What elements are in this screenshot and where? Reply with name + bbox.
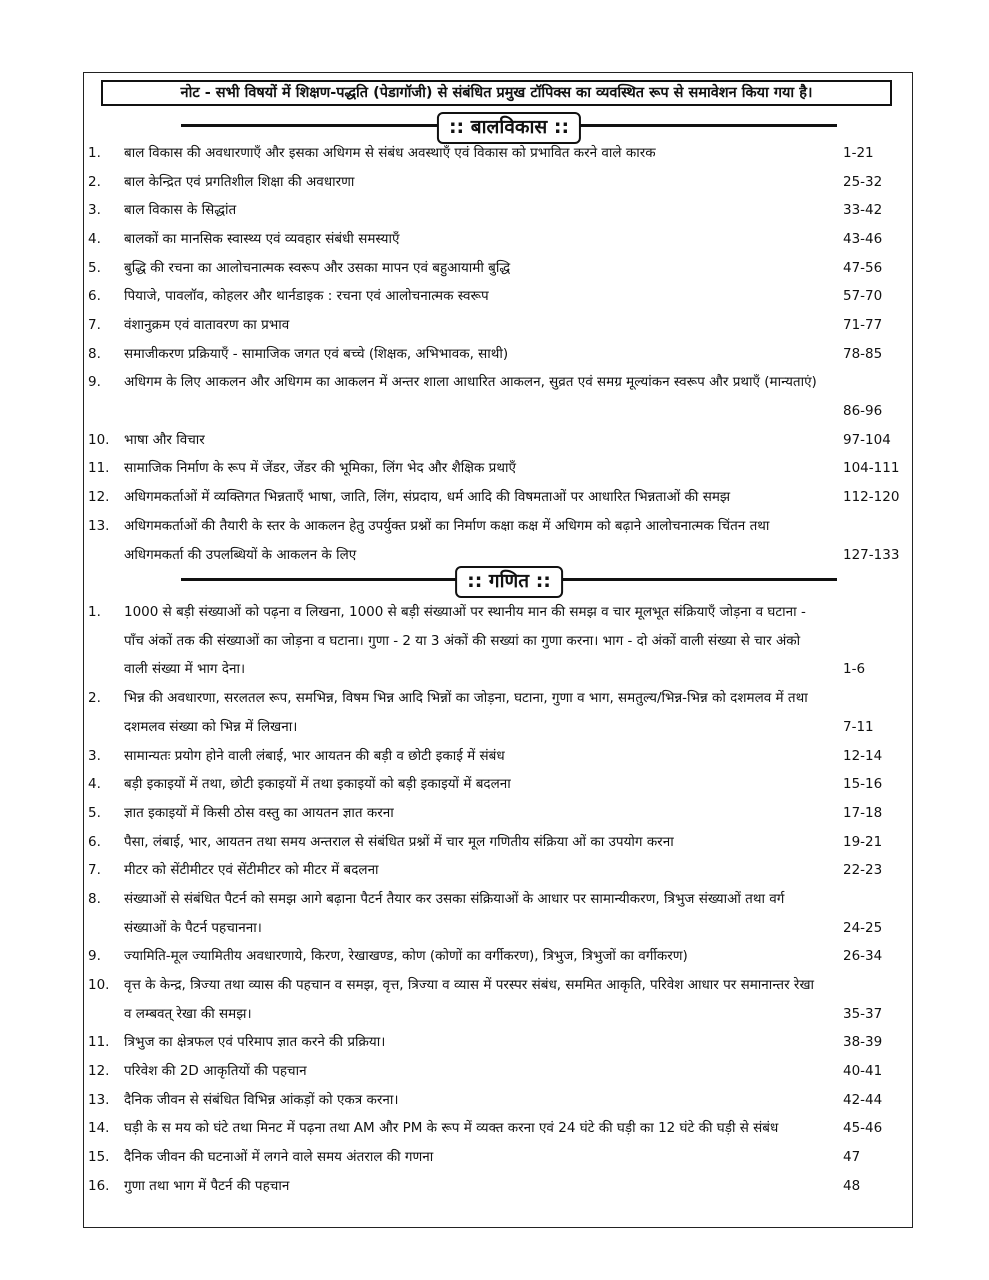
item-title: बाल विकास की अवधारणाएँ और इसका अधिगम से संबंध अवस्थाएँ एवं विकास को प्रभावित करने वाले कारक bbox=[124, 145, 656, 161]
item-pages: 38-39 bbox=[843, 1034, 883, 1050]
section-title: :: बालविकास :: bbox=[437, 112, 581, 144]
item-number: 9. bbox=[88, 374, 101, 390]
item-number: 15. bbox=[88, 1149, 110, 1165]
item-title: भाषा और विचार bbox=[124, 432, 205, 448]
item-title: बुद्धि की रचना का आलोचनात्मक स्वरूप और उसका मापन एवं बहुआयामी बुद्धि bbox=[124, 260, 511, 276]
item-number: 1. bbox=[88, 145, 101, 161]
item-pages: 43-46 bbox=[843, 231, 883, 247]
item-title: दैनिक जीवन की घटनाओं में लगने वाले समय अंतराल की गणना bbox=[124, 1149, 434, 1165]
item-number: 1. bbox=[88, 604, 101, 620]
item-pages: 15-16 bbox=[843, 776, 883, 792]
item-pages: 42-44 bbox=[843, 1092, 883, 1108]
item-pages: 47-56 bbox=[843, 260, 883, 276]
item-title: बाल विकास के सिद्धांत bbox=[124, 202, 237, 218]
item-title: त्रिभुज का क्षेत्रफल एवं परिमाप ज्ञात करने की प्रक्रिया। bbox=[124, 1034, 386, 1050]
item-number: 4. bbox=[88, 776, 101, 792]
item-pages: 26-34 bbox=[843, 948, 883, 964]
item-number: 9. bbox=[88, 948, 101, 964]
item-title: समाजीकरण प्रक्रियाएँ - सामाजिक जगत एवं बच्चे (शिक्षक, अभिभावक, साथी) bbox=[124, 346, 509, 362]
item-number: 7. bbox=[88, 317, 101, 333]
item-pages: 7-11 bbox=[843, 719, 874, 735]
item-number: 11. bbox=[88, 460, 110, 476]
item-number: 7. bbox=[88, 862, 101, 878]
item-title: वंशानुक्रम एवं वातावरण का प्रभाव bbox=[124, 317, 290, 333]
section-title: :: गणित :: bbox=[455, 566, 563, 598]
item-title: परिवेश की 2D आकृतियों की पहचान bbox=[124, 1063, 307, 1079]
section-header-ganit bbox=[181, 566, 837, 596]
item-number: 2. bbox=[88, 174, 101, 190]
item-pages: 57-70 bbox=[843, 288, 883, 304]
item-pages: 17-18 bbox=[843, 805, 883, 821]
item-number: 8. bbox=[88, 346, 101, 362]
item-number: 11. bbox=[88, 1034, 110, 1050]
item-title: पैसा, लंबाई, भार, आयतन तथा समय अन्तराल से संबंधित प्रश्नों में चार मूल गणितीय संक्रिया ओं का उपयोग करना bbox=[124, 834, 674, 850]
item-pages: 33-42 bbox=[843, 202, 883, 218]
item-number: 4. bbox=[88, 231, 101, 247]
item-pages: 12-14 bbox=[843, 748, 883, 764]
item-pages: 35-37 bbox=[843, 1006, 883, 1022]
item-title: मीटर को सेंटीमीटर एवं सेंटीमीटर को मीटर में बदलना bbox=[124, 862, 379, 878]
item-pages: 78-85 bbox=[843, 346, 883, 362]
item-title: अधिगम के लिए आकलन और अधिगम का आकलन में अन्तर शाला आधारित आकलन, सुव्रत एवं समग्र मूल्यांकन स्वरूप और प्रथाएँ (मान्यताएं) bbox=[124, 374, 817, 390]
item-title: बालकों का मानसिक स्वास्थ्य एवं व्यवहार संबंधी समस्याएँ bbox=[124, 231, 400, 247]
item-number: 8. bbox=[88, 891, 101, 907]
item-number: 3. bbox=[88, 202, 101, 218]
item-pages: 86-96 bbox=[843, 403, 883, 419]
item-pages: 24-25 bbox=[843, 920, 883, 936]
item-pages: 104-111 bbox=[843, 460, 900, 476]
note-banner: नोट - सभी विषयों में शिक्षण-पद्धति (पेडागॉजी) से संबंधित प्रमुख टॉपिक्स का व्यवस्थित रूप से समावेशन किया गया है। bbox=[101, 80, 892, 106]
item-title: अधिगमकर्ताओं की तैयारी के स्तर के आकलन हेतु उपर्युक्त प्रश्नों का निर्माण कक्षा कक्ष में अधिगम को बढ़ाने आलोचनात्मक चिंतन तथा अधिगमकर्ता की उपलब्धियों के आकलन के लिए bbox=[124, 518, 770, 563]
item-title: गुणा तथा भाग में पैटर्न की पहचान bbox=[124, 1178, 290, 1194]
item-title: घड़ी के स मय को घंटे तथा मिनट में पढ़ना तथा AM और PM के रूप में व्यक्त करना एवं 24 घंटे की घड़ी का 12 घंटे की घड़ी से संबंध bbox=[124, 1120, 779, 1136]
item-pages: 71-77 bbox=[843, 317, 883, 333]
item-pages: 40-41 bbox=[843, 1063, 883, 1079]
item-number: 14. bbox=[88, 1120, 110, 1136]
item-title: अधिगमकर्ताओं में व्यक्तिगत भिन्नताएँ भाषा, जाति, लिंग, संप्रदाय, धर्म आदि की विषमताओं पर आधारित भिन्नताओं की समझ bbox=[124, 489, 731, 505]
item-number: 3. bbox=[88, 748, 101, 764]
item-title: पियाजे, पावलॉव, कोहलर और थार्नडाइक : रचना एवं आलोचनात्मक स्वरूप bbox=[124, 288, 489, 304]
item-number: 6. bbox=[88, 834, 101, 850]
item-number: 12. bbox=[88, 489, 110, 505]
item-pages: 25-32 bbox=[843, 174, 883, 190]
item-title: बड़ी इकाइयों में तथा, छोटी इकाइयों में तथा इकाइयों को बड़ी इकाइयों में बदलना bbox=[124, 776, 511, 792]
item-number: 12. bbox=[88, 1063, 110, 1079]
item-pages: 127-133 bbox=[843, 547, 900, 563]
item-title: ज्ञात इकाइयों में किसी ठोस वस्तु का आयतन ज्ञात करना bbox=[124, 805, 394, 821]
item-title: सामाजिक निर्माण के रूप में जेंडर, जेंडर की भूमिका, लिंग भेद और शैक्षिक प्रथाएँ bbox=[124, 460, 516, 476]
item-number: 2. bbox=[88, 690, 101, 706]
item-pages: 1-21 bbox=[843, 145, 874, 161]
item-title: दैनिक जीवन से संबंधित विभिन्न आंकड़ों को एकत्र करना। bbox=[124, 1092, 399, 1108]
item-pages: 112-120 bbox=[843, 489, 900, 505]
item-title: 1000 से बड़ी संख्याओं को पढ़ना व लिखना, 1000 से बड़ी संख्याओं पर स्थानीय मान की समझ व चार मूलभूत संक्रियाएँ जोड़ना व घटाना - पाँच अंकों तक की संख्याओं का जोड़ना व घटाना। गुणा - 2 या 3 अंकों की सख्यां का गुणा करना। भाग - दो अंकों वाली संख्या से चार अंको वाली संख्या में भाग देना। bbox=[124, 604, 806, 678]
item-pages: 47 bbox=[843, 1149, 861, 1165]
item-number: 5. bbox=[88, 260, 101, 276]
item-pages: 45-46 bbox=[843, 1120, 883, 1136]
section-header-bal-vikas bbox=[181, 112, 837, 142]
item-pages: 1-6 bbox=[843, 661, 866, 677]
item-title: सामान्यतः प्रयोग होने वाली लंबाई, भार आयतन की बड़ी व छोटी इकाई में संबंध bbox=[124, 748, 505, 764]
item-pages: 22-23 bbox=[843, 862, 883, 878]
item-title: वृत्त के केन्द्र, त्रिज्या तथा व्यास की पहचान व समझ, वृत्त, त्रिज्या व व्यास में परस्पर संबंध, सममित आकृति, परिवेश आधार पर समानान्तर रेखा व लम्बवत् रेखा की समझ। bbox=[124, 977, 814, 1022]
item-pages: 48 bbox=[843, 1178, 861, 1194]
item-number: 6. bbox=[88, 288, 101, 304]
item-title: भिन्न की अवधारणा, सरलतल रूप, समभिन्न, विषम भिन्न आदि भिन्नों का जोड़ना, घटाना, गुणा व भाग, समतुल्य/भिन्न-भिन्न को दशमलव में तथा दशमलव संख्या को भिन्न में लिखना। bbox=[124, 690, 808, 735]
item-number: 13. bbox=[88, 1092, 110, 1108]
item-title: संख्याओं से संबंधित पैटर्न को समझ आगे बढ़ाना पैटर्न तैयार कर उसका संक्रियाओं के आधार पर सामान्यीकरण, त्रिभुज संख्याओं तथा वर्ग संख्याओं के पैटर्न पहचानना। bbox=[124, 891, 785, 936]
item-number: 10. bbox=[88, 977, 110, 993]
item-pages: 97-104 bbox=[843, 432, 891, 448]
item-title: ज्यामिति-मूल ज्यामितीय अवधारणाये, किरण, रेखाखण्ड, कोण (कोणों का वर्गीकरण), त्रिभुज, त्रिभुजों का वर्गीकरण) bbox=[124, 948, 688, 964]
item-number: 16. bbox=[88, 1178, 110, 1194]
item-number: 10. bbox=[88, 432, 110, 448]
item-number: 13. bbox=[88, 518, 110, 534]
item-title: बाल केन्द्रित एवं प्रगतिशील शिक्षा की अवधारणा bbox=[124, 174, 355, 190]
item-number: 5. bbox=[88, 805, 101, 821]
item-pages: 19-21 bbox=[843, 834, 883, 850]
